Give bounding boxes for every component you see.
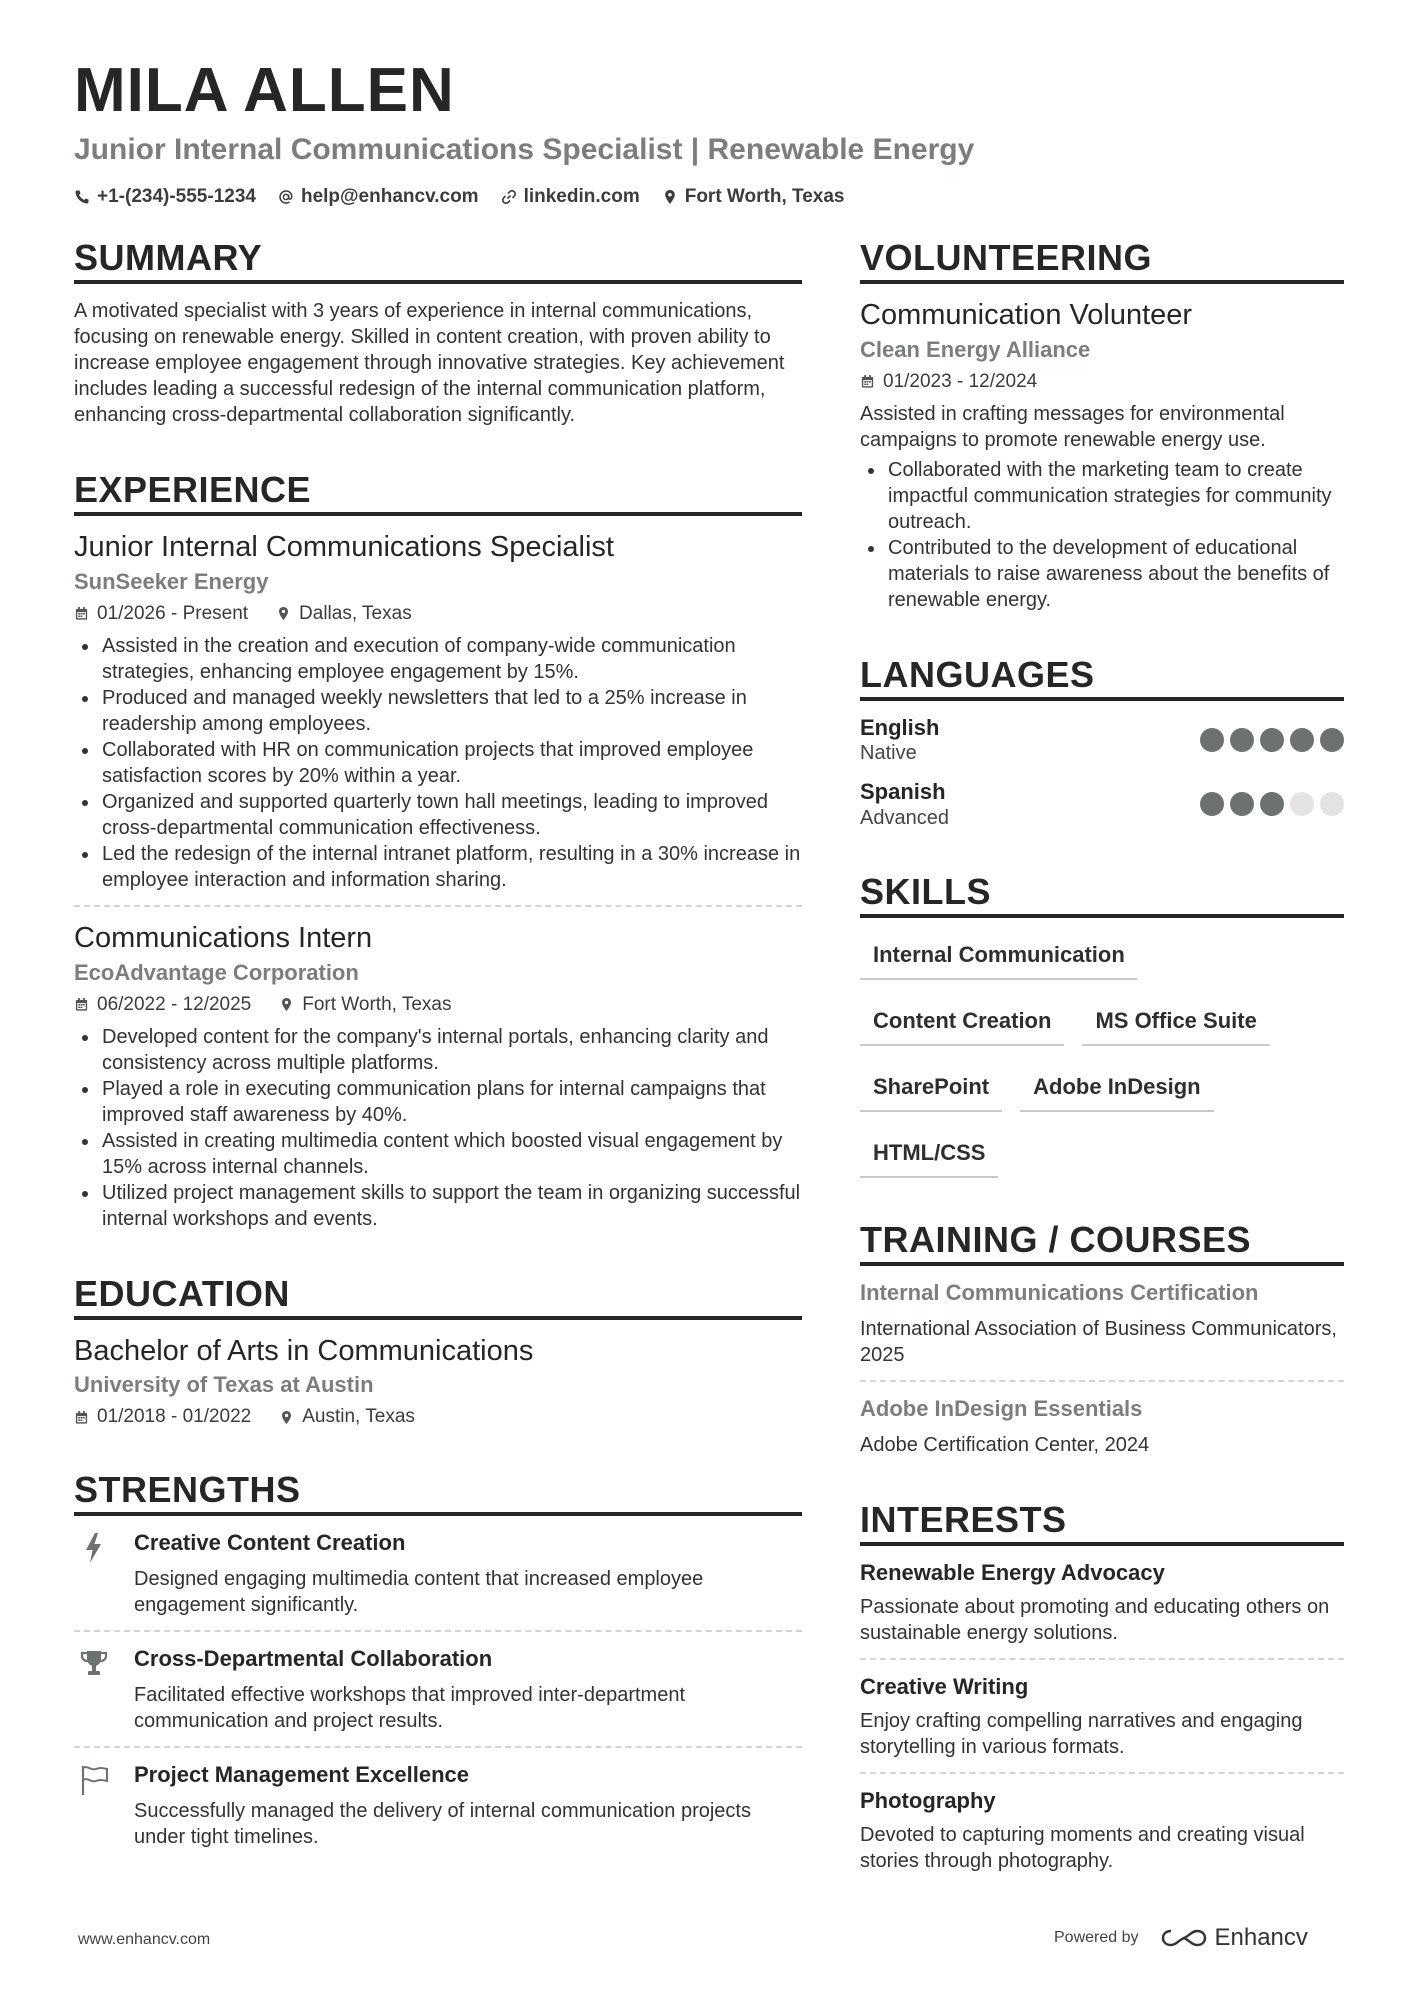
job-bullet: Assisted in the creation and execution of company-wide communication strategies, enhancing employee engagement by 15%. bbox=[74, 633, 802, 685]
training-heading: TRAINING / COURSES bbox=[860, 1222, 1344, 1266]
link-icon bbox=[501, 189, 517, 205]
job-bullet: Led the redesign of the internal intranet platform, resulting in a 30% increase in employee interaction and information sharing. bbox=[74, 841, 802, 893]
lightning-icon bbox=[74, 1530, 114, 1618]
language-level: Advanced bbox=[860, 806, 949, 829]
interest-text: Devoted to capturing moments and creating visual stories through photography. bbox=[860, 1823, 1305, 1872]
job-bullet: Produced and managed weekly newsletters that led to a 25% increase in readership among employees. bbox=[74, 685, 802, 737]
job-dates bbox=[74, 603, 248, 625]
skill-tag: HTML/CSS bbox=[860, 1134, 998, 1178]
entry-divider bbox=[860, 1658, 1344, 1660]
job-dates-text: 06/2022 - 12/2025 bbox=[97, 993, 252, 1015]
rating-dot-filled bbox=[1290, 728, 1314, 752]
education-dates bbox=[74, 1406, 251, 1428]
at-icon bbox=[278, 189, 294, 205]
footer-branding bbox=[1054, 1924, 1308, 1952]
right-column bbox=[860, 237, 1344, 1918]
entry-divider bbox=[74, 905, 802, 907]
entry-divider bbox=[860, 1380, 1344, 1382]
strength-title: Cross-Departmental Collaboration bbox=[134, 1646, 493, 1672]
candidate-headline: Junior Internal Communications Specialist | Renewable Energy bbox=[74, 133, 975, 166]
volunteer-bullets bbox=[860, 457, 1344, 613]
entry-divider bbox=[860, 1772, 1344, 1774]
language-item bbox=[860, 779, 1344, 829]
footer-website[interactable]: www.enhancv.com bbox=[78, 1931, 211, 1948]
rating-dot-filled bbox=[1260, 728, 1284, 752]
strength-title: Creative Content Creation bbox=[134, 1530, 406, 1556]
strength-title: Project Management Excellence bbox=[134, 1762, 470, 1788]
job-location bbox=[279, 994, 451, 1016]
skill-tag: MS Office Suite bbox=[1082, 1002, 1269, 1046]
skill-tag: Adobe InDesign bbox=[1020, 1068, 1213, 1112]
interest-text: Enjoy crafting compelling narratives and engaging storytelling in various formats. bbox=[860, 1709, 1303, 1758]
job-title: Communications Intern bbox=[74, 921, 373, 954]
contact-email[interactable] bbox=[278, 186, 479, 208]
location-pin-icon bbox=[279, 1410, 294, 1425]
strength-item bbox=[74, 1762, 802, 1850]
language-item bbox=[860, 715, 1344, 765]
strengths-section bbox=[74, 1469, 802, 1850]
rating-dot-filled bbox=[1230, 728, 1254, 752]
summary-heading: SUMMARY bbox=[74, 240, 802, 284]
education-heading: EDUCATION bbox=[74, 1276, 802, 1320]
job-bullet: Developed content for the company's internal portals, enhancing clarity and consistency across multiple platforms. bbox=[74, 1024, 802, 1076]
flag-icon bbox=[74, 1762, 114, 1850]
course-text: International Association of Business Communicators, 2025 bbox=[860, 1317, 1337, 1366]
contact-linkedin[interactable] bbox=[501, 186, 640, 208]
interest-title: Renewable Energy Advocacy bbox=[860, 1559, 1165, 1585]
experience-heading: EXPERIENCE bbox=[74, 472, 802, 516]
skill-tag: Internal Communication bbox=[860, 936, 1137, 980]
location-pin-icon bbox=[662, 189, 678, 205]
education-section bbox=[74, 1272, 802, 1429]
contact-bar bbox=[74, 186, 844, 208]
skill-tag: SharePoint bbox=[860, 1068, 1002, 1112]
rating-dot-empty bbox=[1290, 792, 1314, 816]
volunteer-meta bbox=[860, 371, 1344, 393]
course-title: Internal Communications Certification bbox=[860, 1279, 1259, 1305]
volunteer-bullet: Contributed to the development of educational materials to raise awareness about the benefits of renewable energy. bbox=[860, 535, 1344, 613]
enhancv-logo-icon bbox=[1161, 1927, 1207, 1949]
enhancv-logo[interactable] bbox=[1161, 1924, 1308, 1952]
contact-location bbox=[662, 186, 845, 208]
summary-text: A motivated specialist with 3 years of experience in internal communications, focusing on renewable energy. Skilled in content creation, with proven ability to increase employee engagement through innovative strategies. Key achievement includes leading a successful redesign of the internal communication platform, enhancing cross-departmental collaboration significantly. bbox=[74, 300, 785, 426]
rating-dot-filled bbox=[1200, 792, 1224, 816]
calendar-icon bbox=[860, 374, 875, 389]
strength-item bbox=[74, 1530, 802, 1618]
interest-item bbox=[860, 1560, 1344, 1646]
job-bullets bbox=[74, 633, 802, 893]
entry-divider bbox=[74, 1630, 802, 1632]
calendar-icon bbox=[74, 997, 89, 1012]
interests-section bbox=[860, 1498, 1344, 1874]
training-section bbox=[860, 1218, 1344, 1458]
interest-title: Photography bbox=[860, 1787, 996, 1813]
course-item bbox=[860, 1396, 1344, 1458]
school-name: University of Texas at Austin bbox=[74, 1372, 374, 1398]
volunteer-bullet: Collaborated with the marketing team to create impactful communication strategies for community outreach. bbox=[860, 457, 1344, 535]
education-dates-text: 01/2018 - 01/2022 bbox=[97, 1406, 252, 1428]
experience-entry bbox=[74, 530, 802, 893]
job-company: SunSeeker Energy bbox=[74, 568, 269, 594]
skills-section bbox=[860, 870, 1344, 1178]
education-location-text: Austin, Texas bbox=[302, 1406, 415, 1428]
rating-dot-filled bbox=[1230, 792, 1254, 816]
job-bullet: Organized and supported quarterly town hall meetings, leading to improved cross-departmental communication effectiveness. bbox=[74, 789, 802, 841]
education-location bbox=[279, 1406, 415, 1428]
interest-title: Creative Writing bbox=[860, 1673, 1029, 1699]
skills-list bbox=[860, 932, 1344, 1178]
location-text: Fort Worth, Texas bbox=[684, 186, 845, 207]
job-meta bbox=[74, 603, 802, 625]
job-location-text: Fort Worth, Texas bbox=[302, 993, 452, 1015]
job-meta bbox=[74, 994, 802, 1016]
strength-text: Designed engaging multimedia content that increased employee engagement significantly. bbox=[134, 1568, 704, 1617]
strength-item bbox=[74, 1646, 802, 1734]
volunteering-section bbox=[860, 237, 1344, 613]
powered-by-text: Powered by bbox=[1054, 1929, 1139, 1946]
volunteer-dates-text: 01/2023 - 12/2024 bbox=[883, 370, 1038, 392]
experience-section bbox=[74, 469, 802, 1232]
volunteer-role: Communication Volunteer bbox=[860, 299, 1193, 331]
course-title: Adobe InDesign Essentials bbox=[860, 1395, 1143, 1421]
volunteer-dates bbox=[860, 371, 1037, 393]
course-item bbox=[860, 1280, 1344, 1368]
rating-dot-filled bbox=[1260, 792, 1284, 816]
skill-tag: Content Creation bbox=[860, 1002, 1064, 1046]
interest-text: Passionate about promoting and educating others on sustainable energy solutions. bbox=[860, 1595, 1330, 1644]
languages-heading: LANGUAGES bbox=[860, 657, 1344, 701]
language-rating bbox=[1200, 792, 1344, 816]
left-column bbox=[74, 237, 802, 1894]
job-dates-text: 01/2026 - Present bbox=[97, 602, 249, 624]
interest-item bbox=[860, 1674, 1344, 1760]
strength-text: Successfully managed the delivery of internal communication projects under tight timelines. bbox=[134, 1800, 751, 1849]
rating-dot-filled bbox=[1200, 728, 1224, 752]
job-bullets bbox=[74, 1024, 802, 1232]
volunteer-org: Clean Energy Alliance bbox=[860, 336, 1091, 362]
skills-heading: SKILLS bbox=[860, 874, 1344, 918]
job-bullet: Played a role in executing communication plans for internal campaigns that improved staff awareness by 40%. bbox=[74, 1076, 802, 1128]
language-rating bbox=[1200, 728, 1344, 752]
linkedin-text: linkedin.com bbox=[523, 186, 640, 207]
volunteering-heading: VOLUNTEERING bbox=[860, 240, 1344, 284]
interests-heading: INTERESTS bbox=[860, 1502, 1344, 1546]
strength-text: Facilitated effective workshops that improved inter-department communication and project results. bbox=[134, 1684, 686, 1733]
phone-text: +1-(234)-555-1234 bbox=[97, 186, 256, 207]
summary-section bbox=[74, 237, 802, 428]
job-bullet: Utilized project management skills to support the team in organizing successful internal workshops and events. bbox=[74, 1180, 802, 1232]
education-meta bbox=[74, 1406, 802, 1428]
calendar-icon bbox=[74, 1410, 89, 1425]
interest-item bbox=[860, 1788, 1344, 1874]
job-title: Junior Internal Communications Specialist bbox=[74, 531, 614, 563]
languages-section bbox=[860, 653, 1344, 830]
job-bullet: Assisted in creating multimedia content which boosted visual engagement by 15% across internal channels. bbox=[74, 1128, 802, 1180]
degree-title: Bachelor of Arts in Communications bbox=[74, 1334, 534, 1367]
language-name: Spanish bbox=[860, 779, 946, 805]
trophy-icon bbox=[74, 1646, 114, 1734]
job-company: EcoAdvantage Corporation bbox=[74, 959, 359, 985]
strengths-heading: STRENGTHS bbox=[74, 1472, 802, 1516]
location-pin-icon bbox=[279, 997, 294, 1012]
rating-dot-empty bbox=[1320, 792, 1344, 816]
job-dates bbox=[74, 994, 251, 1016]
course-text: Adobe Certification Center, 2024 bbox=[860, 1433, 1150, 1456]
job-location bbox=[276, 603, 412, 625]
candidate-name: MILA ALLEN bbox=[74, 56, 455, 125]
entry-divider bbox=[74, 1746, 802, 1748]
language-level: Native bbox=[860, 742, 917, 765]
job-location-text: Dallas, Texas bbox=[299, 602, 412, 624]
calendar-icon bbox=[74, 606, 89, 621]
volunteer-text: Assisted in crafting messages for environmental campaigns to promote renewable energy use. bbox=[860, 402, 1285, 451]
language-name: English bbox=[860, 714, 940, 740]
email-text: help@enhancv.com bbox=[300, 186, 479, 207]
phone-icon bbox=[74, 189, 90, 205]
job-bullet: Collaborated with HR on communication projects that improved employee satisfaction scores by 20% within a year. bbox=[74, 737, 802, 789]
location-pin-icon bbox=[276, 606, 291, 621]
brand-name: Enhancv bbox=[1214, 1924, 1308, 1951]
experience-entry bbox=[74, 921, 802, 1232]
rating-dot-filled bbox=[1320, 728, 1344, 752]
contact-phone[interactable] bbox=[74, 186, 256, 208]
